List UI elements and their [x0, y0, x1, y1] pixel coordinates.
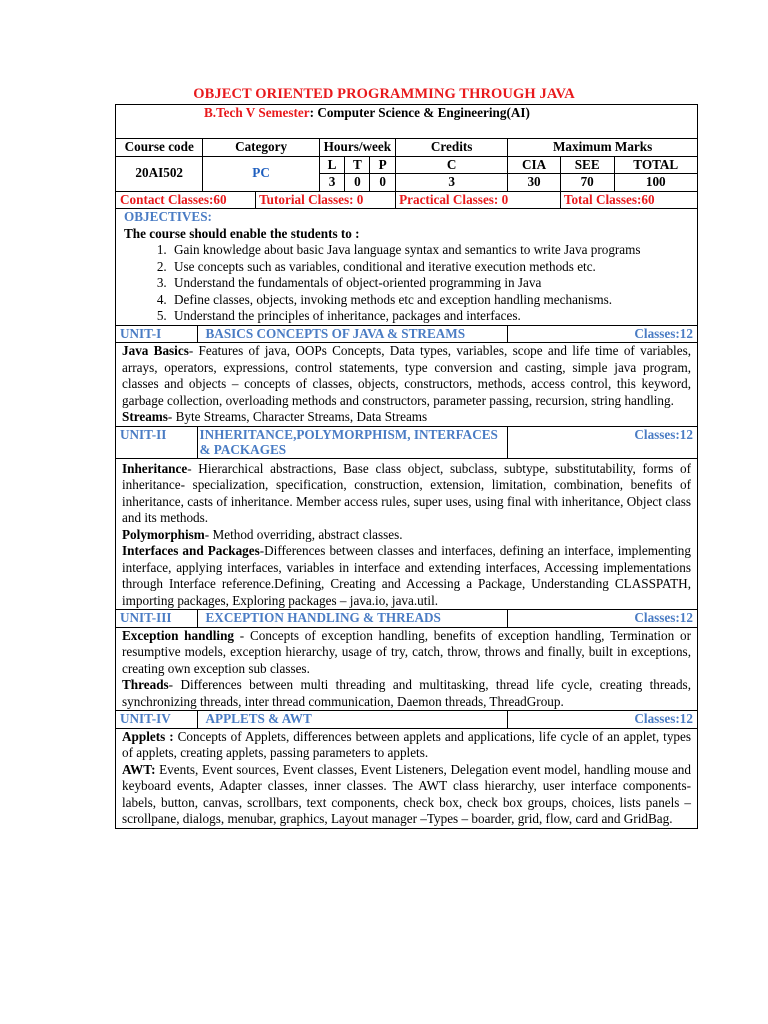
unit-paragraph	[122, 729, 691, 762]
unit-3-header	[116, 610, 698, 628]
unit-4-header	[116, 711, 698, 729]
topic-lead: Exception handling	[122, 627, 235, 643]
unit-paragraph	[122, 527, 691, 544]
unit-paragraph	[122, 343, 691, 409]
objective-item: 5. Understand the principles of inheritance, packages and interfaces.	[170, 308, 693, 325]
unit-title: EXCEPTION HANDLING & THREADS	[197, 610, 508, 628]
col-course-code: Course code	[116, 139, 203, 157]
header-row	[116, 105, 698, 139]
unit-paragraph	[122, 762, 691, 828]
contact-classes: Contact Classes:60	[116, 191, 256, 209]
topic-lead: AWT:	[122, 761, 156, 777]
unit-paragraph	[122, 461, 691, 527]
unit-label: UNIT-IV	[116, 711, 198, 729]
c-label: C	[396, 156, 508, 174]
total-value: 100	[614, 174, 698, 192]
semester-label: B.Tech V Semester	[204, 105, 310, 120]
topic-text: - Concepts of exception handling, benefits of exception handling, Termination or resumptive models, exception hierarchy, usage of try, catch, throw, throws and finally, built in exceptions, creating own exception sub classes.	[122, 627, 691, 676]
unit-classes: Classes:12	[508, 325, 698, 343]
unit-2-header	[116, 426, 698, 458]
topic-text: -Differences between classes and interfaces, defining an interface, implementing interface, applying interfaces, variables in interface and extending interfaces, Accessing implementations through Interface reference.Defining, Creating and Accessing a Package, Understanding CLASSPATH, importing packages, Exploring packages – java.io, java.util.	[122, 543, 691, 608]
unit-3-body	[116, 627, 698, 711]
practical-classes: Practical Classes: 0	[396, 191, 561, 209]
unit-1-body	[116, 343, 698, 427]
l-value: 3	[319, 174, 345, 192]
objectives-list	[120, 242, 693, 325]
topic-text: Concepts of Applets, differences between applets and applications, life cycle of an applet, types of applets, creating applets, passing parameters to applets.	[122, 728, 691, 760]
topic-text: - Byte Streams, Character Streams, Data Streams	[167, 409, 428, 424]
unit-label: UNIT-III	[116, 610, 198, 628]
category-value: PC	[203, 156, 319, 191]
unit-1-header	[116, 325, 698, 343]
topic-text: - Hierarchical abstractions, Base class object, subclass, subtype, substitutability, forms of inheritance- specialization, specification, construction, extension, limitation, combination, benefits of inheritance, casts of inheritance. Member access rules, super uses, using final with inheritance, Object class and its methods.	[122, 460, 691, 525]
unit-title: APPLETS & AWT	[197, 711, 508, 729]
unit-paragraph	[122, 677, 691, 710]
objective-item: 3. Understand the fundamentals of object-oriented programming in Java	[170, 275, 693, 292]
unit-classes: Classes:12	[508, 711, 698, 729]
page-title: OBJECT ORIENTED PROGRAMMING THROUGH JAVA	[193, 86, 575, 102]
col-hours: Hours/week	[319, 139, 395, 157]
topic-text: - Method overriding, abstract classes.	[204, 526, 403, 542]
unit-2-body	[116, 458, 698, 610]
topic-lead: Applets :	[122, 728, 174, 744]
objective-item: 2. Use concepts such as variables, conditional and iterative execution methods etc.	[170, 259, 693, 276]
meta-sub-row	[116, 156, 698, 174]
total-label: TOTAL	[614, 156, 698, 174]
objectives-row	[116, 209, 698, 326]
total-classes: Total Classes:60	[560, 191, 697, 209]
tutorial-classes: Tutorial Classes: 0	[256, 191, 396, 209]
unit-paragraph	[122, 409, 691, 426]
p-value: 0	[370, 174, 396, 192]
p-label: P	[370, 156, 396, 174]
meta-header-row	[116, 139, 698, 157]
see-value: 70	[560, 174, 614, 192]
col-max-marks: Maximum Marks	[508, 139, 698, 157]
course-code: 20AI502	[116, 156, 203, 191]
cia-label: CIA	[508, 156, 561, 174]
t-label: T	[345, 156, 370, 174]
topic-lead: Interfaces and Packages	[122, 543, 260, 558]
branch-label: : Computer Science & Engineering(AI)	[309, 105, 530, 120]
topic-text: Events, Event sources, Event classes, Event Listeners, Delegation event model, handling mouse and keyboard events, Adapter classes, inner classes. The AWT class hierarchy, user interface components- labels, button, canvas, scrollbars, text components, check box, check box groups, choices, lists panels – scrollpane, dialogs, menubar, graphics, Layout manager –Types – boarder, grid, flow, card and GridBag.	[122, 761, 691, 826]
unit-label: UNIT-II	[116, 426, 198, 458]
see-label: SEE	[560, 156, 614, 174]
unit-4-body	[116, 728, 698, 828]
col-category: Category	[203, 139, 319, 157]
topic-lead: Inheritance	[122, 460, 188, 476]
contact-row	[116, 191, 698, 209]
cia-value: 30	[508, 174, 561, 192]
l-label: L	[319, 156, 345, 174]
col-credits: Credits	[396, 139, 508, 157]
topic-text: - Differences between multi threading and multitasking, thread life cycle, creating threads, synchronizing threads, inter thread communication, Daemon threads, ThreadGroup.	[122, 677, 691, 709]
objective-item: 4. Define classes, objects, invoking methods etc and exception handling mechanisms.	[170, 292, 693, 309]
unit-classes: Classes:12	[508, 426, 698, 458]
objectives-intro: The course should enable the students to :	[124, 225, 360, 241]
unit-label: UNIT-I	[116, 325, 198, 343]
unit-paragraph	[122, 543, 691, 609]
c-value: 3	[396, 174, 508, 192]
topic-lead: Threads	[122, 677, 169, 692]
syllabus-table	[115, 104, 698, 829]
objective-item: 1. Gain knowledge about basic Java language syntax and semantics to write Java programs	[170, 242, 693, 259]
topic-lead: Java Basics	[122, 343, 189, 358]
topic-lead: Polymorphism	[122, 526, 205, 542]
unit-title: BASICS CONCEPTS OF JAVA & STREAMS	[197, 325, 508, 343]
unit-classes: Classes:12	[508, 610, 698, 628]
objectives-heading: OBJECTIVES:	[124, 209, 212, 224]
topic-lead: Streams	[122, 409, 168, 424]
topic-text: - Features of java, OOPs Concepts, Data types, variables, scope and life time of variables, arrays, operators, expressions, control statements, type conversion and casting, simple java program, classes and objects – concepts of classes, objects, constructors, methods, access control, this keyword, garbage collection, overloading methods and constructors, parameter passing, recursion, string handling.	[122, 343, 691, 408]
unit-title: INHERITANCE,POLYMORPHISM, INTERFACES & PACKAGES	[197, 426, 508, 458]
t-value: 0	[345, 174, 370, 192]
unit-paragraph	[122, 628, 691, 678]
